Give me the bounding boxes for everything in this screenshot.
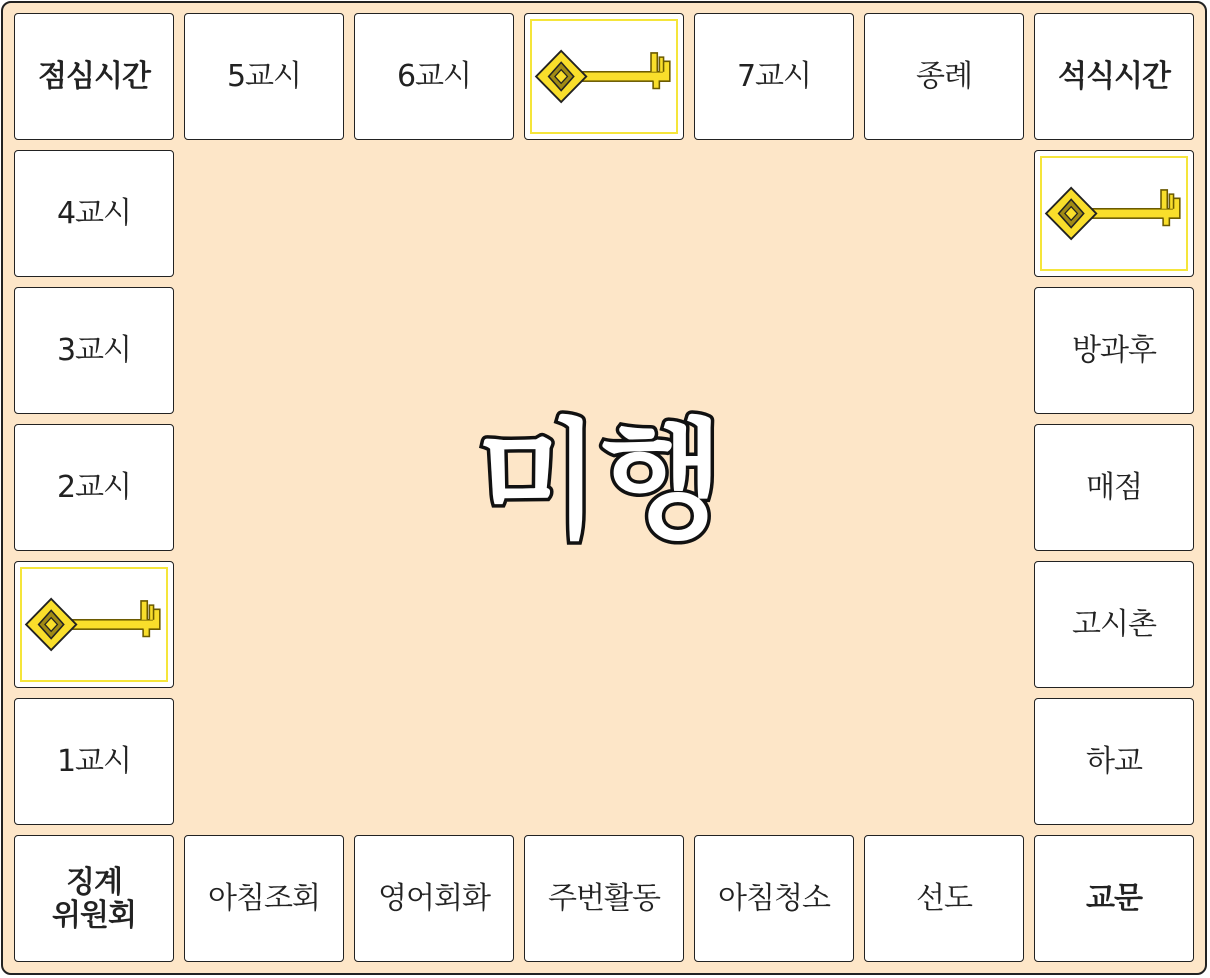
tile-period-1[interactable]	[14, 698, 174, 825]
tile-label: 아침조회	[208, 881, 320, 916]
tile-key-top[interactable]	[524, 13, 684, 140]
tile-label: 3교시	[56, 333, 132, 368]
tile-guidance[interactable]	[864, 835, 1024, 962]
tile-going-home[interactable]	[1034, 698, 1194, 825]
key-frame	[1040, 156, 1188, 271]
tile-exam-village[interactable]	[1034, 561, 1194, 688]
corner-dinner-time[interactable]	[1034, 13, 1194, 140]
tile-label: 1교시	[56, 744, 132, 779]
tile-period-3[interactable]	[14, 287, 174, 414]
tile-label: 선도	[916, 881, 972, 916]
tile-morning-cleaning[interactable]	[694, 835, 854, 962]
tile-duty-activity[interactable]	[524, 835, 684, 962]
corner-school-gate[interactable]	[1034, 835, 1194, 962]
tile-label: 아침청소	[718, 881, 830, 916]
key-icon	[534, 42, 674, 112]
corner-disciplinary-committee[interactable]	[14, 835, 174, 962]
board-title	[430, 395, 770, 555]
tile-key-left[interactable]	[14, 561, 174, 688]
corner-label-line2: 위원회	[52, 897, 136, 933]
tile-label: 하교	[1086, 744, 1142, 779]
corner-lunch-time[interactable]	[14, 13, 174, 140]
tile-period-2[interactable]	[14, 424, 174, 551]
tile-store[interactable]	[1034, 424, 1194, 551]
tile-dismissal[interactable]	[864, 13, 1024, 140]
tile-label: 방과후	[1072, 333, 1156, 368]
tile-label: 5교시	[226, 59, 302, 94]
tile-label: 2교시	[56, 470, 132, 505]
tile-key-right[interactable]	[1034, 150, 1194, 277]
corner-label: 교문	[1086, 881, 1142, 916]
corner-label-line1: 징계	[66, 864, 122, 900]
tile-after-school[interactable]	[1034, 287, 1194, 414]
tile-label: 종례	[916, 59, 972, 94]
key-frame	[20, 567, 168, 682]
key-icon	[24, 590, 164, 660]
tile-label: 영어회화	[378, 881, 490, 916]
tile-label: 6교시	[396, 59, 472, 94]
tile-period-6[interactable]	[354, 13, 514, 140]
key-frame	[530, 19, 678, 134]
tile-period-5[interactable]	[184, 13, 344, 140]
tile-label: 4교시	[56, 196, 132, 231]
corner-label: 점심시간	[38, 59, 150, 94]
tile-label: 매점	[1086, 470, 1142, 505]
tile-english-conversation[interactable]	[354, 835, 514, 962]
tile-label: 주번활동	[548, 881, 660, 916]
tile-period-7[interactable]	[694, 13, 854, 140]
tile-period-4[interactable]	[14, 150, 174, 277]
tile-morning-assembly[interactable]	[184, 835, 344, 962]
board-title-text: 미행	[476, 407, 724, 555]
corner-label: 석식시간	[1058, 59, 1170, 94]
key-icon	[1044, 179, 1184, 249]
tile-label: 고시촌	[1072, 607, 1156, 642]
tile-label: 7교시	[736, 59, 812, 94]
